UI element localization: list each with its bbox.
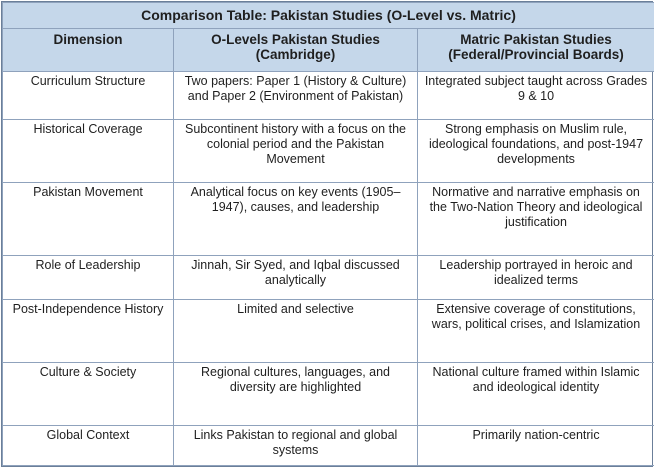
row-dimension: Post-Independence History (3, 300, 174, 363)
row-dimension: Culture & Society (3, 363, 174, 426)
row-matric-cell: Normative and narrative emphasis on the Two-Nation Theory and ideological justification (418, 183, 654, 256)
table-header-row (3, 28, 654, 71)
row-dimension: Curriculum Structure (3, 71, 174, 119)
row-dimension: Historical Coverage (3, 120, 174, 183)
header-olevels: O-Levels Pakistan Studies (Cambridge) (174, 28, 418, 71)
row-olevels-cell: Links Pakistan to regional and global systems (174, 425, 418, 465)
comparison-table-container (1, 1, 653, 467)
table-title: Comparison Table: Pakistan Studies (O-Level vs. Matric) (3, 3, 654, 29)
table-title-row (3, 3, 654, 29)
row-matric-cell: Leadership portrayed in heroic and idealized terms (418, 256, 654, 300)
row-olevels-cell: Two papers: Paper 1 (History & Culture) and Paper 2 (Environment of Pakistan) (174, 71, 418, 119)
table-row (3, 363, 654, 426)
table-row (3, 425, 654, 465)
table-row (3, 300, 654, 363)
table-row (3, 71, 654, 119)
row-matric-cell: Strong emphasis on Muslim rule, ideological foundations, and post-1947 developments (418, 120, 654, 183)
table-row (3, 183, 654, 256)
row-matric-cell: National culture framed within Islamic and ideological identity (418, 363, 654, 426)
table-row (3, 120, 654, 183)
row-olevels-cell: Jinnah, Sir Syed, and Iqbal discussed analytically (174, 256, 418, 300)
row-olevels-cell: Analytical focus on key events (1905–1947), causes, and leadership (174, 183, 418, 256)
row-dimension: Pakistan Movement (3, 183, 174, 256)
row-matric-cell: Extensive coverage of constitutions, wars, political crises, and Islamization (418, 300, 654, 363)
row-dimension: Global Context (3, 425, 174, 465)
row-dimension: Role of Leadership (3, 256, 174, 300)
row-olevels-cell: Subcontinent history with a focus on the colonial period and the Pakistan Movement (174, 120, 418, 183)
row-olevels-cell: Regional cultures, languages, and diversity are highlighted (174, 363, 418, 426)
row-olevels-cell: Limited and selective (174, 300, 418, 363)
row-matric-cell: Integrated subject taught across Grades 9 & 10 (418, 71, 654, 119)
header-dimension: Dimension (3, 28, 174, 71)
comparison-table (2, 2, 654, 466)
header-matric: Matric Pakistan Studies (Federal/Provincial Boards) (418, 28, 654, 71)
row-matric-cell: Primarily nation-centric (418, 425, 654, 465)
table-row (3, 256, 654, 300)
